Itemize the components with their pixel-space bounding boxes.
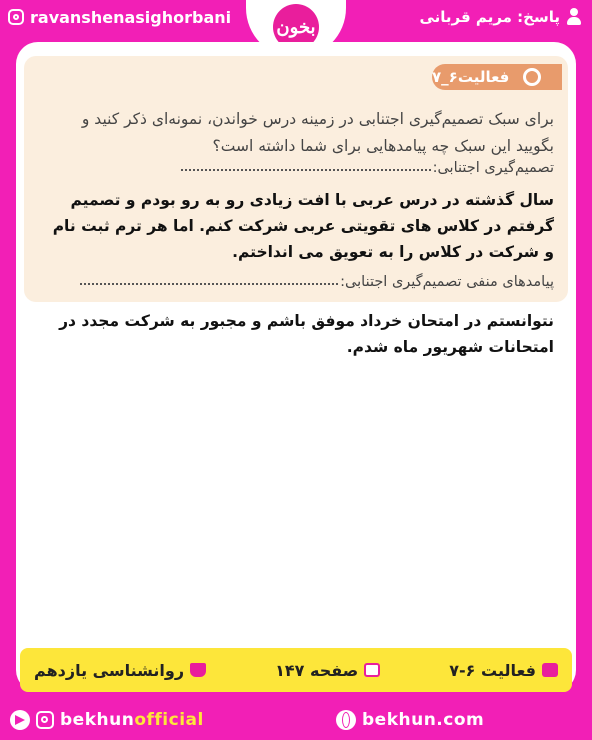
book-info (34, 661, 206, 680)
bottom-info-bar (20, 648, 572, 692)
telegram-icon[interactable] (10, 710, 30, 730)
question-text: برای سبک تصمیم‌گیری اجتنابی در زمینه درس خواندن، نمونه‌ای ذکر کنید و بگویید این سبک چه پیامدهایی برای شما داشته است؟ (81, 110, 554, 155)
answerer (419, 4, 582, 30)
page-info (275, 661, 380, 680)
answerer-text: پاسخ: مریم قربانی (419, 8, 560, 26)
website-link[interactable] (336, 710, 484, 730)
book-icon (364, 663, 380, 677)
activity-info (449, 661, 558, 680)
logo-text: بخون (276, 16, 316, 38)
social-handle[interactable] (10, 710, 204, 730)
user-icon (566, 8, 582, 26)
handle-text: ravanshenasighorbani (30, 7, 232, 27)
footer-handle-a: bekhun (60, 710, 135, 730)
consequences-label-row (80, 274, 554, 290)
footer (0, 704, 592, 740)
content-panel (16, 42, 576, 692)
student-icon (542, 663, 558, 677)
instagram-icon[interactable] (36, 711, 54, 729)
graduation-cap-icon (190, 663, 206, 677)
bullet-icon (523, 68, 541, 86)
dotted-line (181, 169, 431, 171)
consequences-label: پیامدهای منفی تصمیم‌گیری اجتنابی: (340, 274, 554, 290)
activity-tag-text: فعالیت۶_۷ (432, 68, 510, 86)
book-title: روانشناسی یازدهم (34, 660, 185, 680)
answer-avoidant: سال گذشته در درس عربی با افت زیادی رو به رو بودم و تصمیم گرفتم در کلاس های تقویتی عربی شرکت کنم. اما هر ترم ثبت نام و شرکت در کلاس را به تعویق می انداختم. (52, 191, 554, 261)
footer-handle-b: official (134, 710, 204, 730)
activity-tag (432, 64, 562, 90)
answer-consequences: نتوانستم در امتحان خرداد موفق باشم و مجبور به شرکت مجدد در امتحانات شهریور ماه شدم. (59, 312, 554, 356)
page-number: صفحه ۱۴۷ (275, 660, 359, 680)
avoidant-label-row (181, 160, 554, 176)
dotted-line (80, 283, 338, 285)
globe-icon (336, 710, 356, 730)
activity-number: فعالیت ۶-۷ (449, 660, 536, 680)
website-text: bekhun.com (362, 710, 485, 730)
instagram-handle[interactable] (8, 4, 231, 30)
instagram-icon (8, 9, 24, 25)
avoidant-label: تصمیم‌گیری اجتنابی: (432, 160, 554, 176)
